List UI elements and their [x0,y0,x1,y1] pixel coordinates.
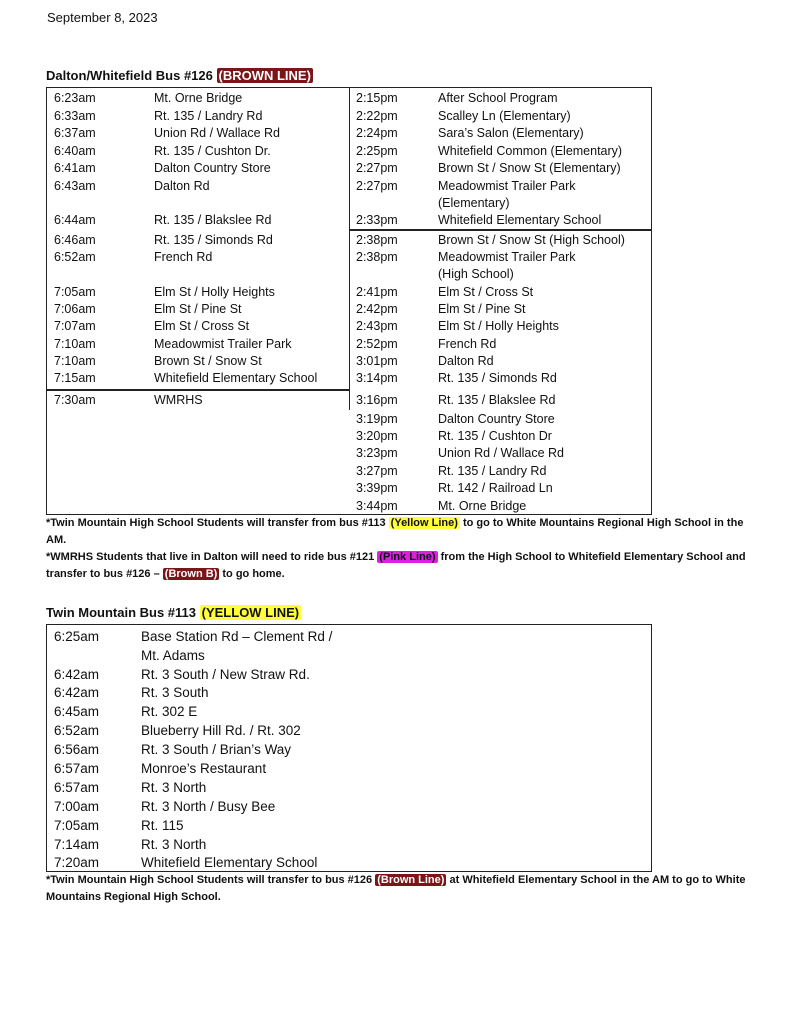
stop-time: 7:15am [54,371,96,385]
stop-place-continued: (High School) [438,267,514,281]
stop-place: French Rd [154,250,213,264]
brown-line-tag: (BROWN LINE) [218,68,311,83]
stop-place: Rt. 135 / Landry Rd [154,109,263,123]
stop-time: 6:23am [54,91,96,105]
stop-time: 6:25am [54,629,100,644]
stop-place: Elm St / Cross St [438,285,534,299]
stop-place: Blueberry Hill Rd. / Rt. 302 [141,723,301,738]
stop-place: Elm St / Holly Heights [438,319,559,333]
stop-place: Rt. 3 South / New Straw Rd. [141,667,310,682]
stop-time: 7:05am [54,285,96,299]
stop-place: Meadowmist Trailer Park [438,250,576,264]
stop-time: 2:25pm [356,144,398,158]
pink-line-tag: (Pink Line) [379,551,436,563]
bus-113-note [46,872,751,906]
stop-place: French Rd [438,337,497,351]
date-header: September 8, 2023 [47,10,158,25]
stop-time: 6:42am [54,685,100,700]
stop-place: Union Rd / Wallace Rd [154,126,280,140]
stop-time: 3:44pm [356,499,398,513]
bus-126-note-1 [46,515,751,549]
stop-time: 2:38pm [356,250,398,264]
stop-place: Rt. 3 North [141,780,207,795]
bus-113-name: Twin Mountain Bus #113 [46,605,197,620]
stop-place: Whitefield Elementary School [438,213,602,227]
stop-place: Elm St / Pine St [154,302,242,316]
stop-time: 6:57am [54,780,100,795]
stop-time: 6:52am [54,250,96,264]
stop-time: 3:01pm [356,354,398,368]
stop-place: Brown St / Snow St (Elementary) [438,161,621,175]
stop-time: 3:14pm [356,371,398,385]
stop-place: Base Station Rd – Clement Rd / [141,629,333,644]
stop-place: Rt. 3 South [141,685,209,700]
stop-time: 6:46am [54,233,96,247]
stop-time: 6:52am [54,723,100,738]
stop-place: Dalton Country Store [438,412,555,426]
stop-time: 3:20pm [356,429,398,443]
stop-place: Mt. Orne Bridge [438,499,527,513]
note-text: *Twin Mountain High School Students will transfer from bus #113 [46,517,389,529]
stop-time: 7:05am [54,818,100,833]
bus-126-name: Dalton/Whitefield Bus #126 [46,68,213,83]
stop-place: Rt. 135 / Landry Rd [438,464,547,478]
stop-time: 6:44am [54,213,96,227]
stop-place: Brown St / Snow St [154,354,262,368]
stop-time: 6:57am [54,761,100,776]
stop-time: 7:06am [54,302,96,316]
stop-place: Rt. 135 / Simonds Rd [438,371,557,385]
stop-place: Dalton Rd [438,354,494,368]
stop-time: 2:42pm [356,302,398,316]
stop-time: 6:45am [54,704,100,719]
note-text: from the High School to Whitefield Elementary School and transfer to bus #126 – [46,551,746,580]
stop-place: Rt. 142 / Railroad Ln [438,481,553,495]
note-text: to go home. [219,568,285,580]
stop-place-continued: (Elementary) [438,196,510,210]
stop-place: Dalton Country Store [154,161,271,175]
stop-time: 2:15pm [356,91,398,105]
stop-time: 7:10am [54,337,96,351]
stop-place-continued: Mt. Adams [141,648,205,663]
stop-place: Whitefield Elementary School [154,371,318,385]
stop-place: Brown St / Snow St (High School) [438,233,625,247]
column-divider [349,88,350,410]
stop-time: 6:37am [54,126,96,140]
stop-time: 2:41pm [356,285,398,299]
stop-time: 3:16pm [356,393,398,407]
stop-place: Union Rd / Wallace Rd [438,446,564,460]
stop-place: Rt. 115 [141,818,184,833]
stop-place: Rt. 135 / Blakslee Rd [154,213,272,227]
stop-time: 6:41am [54,161,96,175]
note-text: *Twin Mountain High School Students will transfer to bus #126 [46,874,376,886]
stop-place: Sara’s Salon (Elementary) [438,126,584,140]
stop-place: Rt. 3 North / Busy Bee [141,799,276,814]
bus-126-note-2 [46,549,751,583]
stop-time: 3:19pm [356,412,398,426]
bus-126-title [46,68,313,83]
stop-time: 6:40am [54,144,96,158]
stop-time: 2:38pm [356,233,398,247]
stop-place: Rt. 135 / Blakslee Rd [438,393,556,407]
stop-time: 3:23pm [356,446,398,460]
stop-time: 6:42am [54,667,100,682]
stop-time: 6:56am [54,742,100,757]
stop-time: 7:07am [54,319,96,333]
stop-time: 7:00am [54,799,100,814]
stop-place: Whitefield Common (Elementary) [438,144,623,158]
bus-126-table [46,87,652,515]
stop-time: 2:24pm [356,126,398,140]
stop-place: Elm St / Holly Heights [154,285,275,299]
stop-place: Dalton Rd [154,179,210,193]
bus-113-table [46,624,652,872]
stop-place: Mt. Orne Bridge [154,91,243,105]
note-text: to go to White Mountains Regional High School in the AM. [46,517,744,546]
pm-divider [349,229,652,231]
stop-place: Meadowmist Trailer Park [438,179,576,193]
stop-time: 7:20am [54,855,100,870]
stop-time: 2:22pm [356,109,398,123]
stop-time: 7:30am [54,393,96,407]
stop-time: 2:33pm [356,213,398,227]
yellow-line-tag: (YELLOW LINE) [201,605,300,620]
stop-place: Rt. 3 South / Brian’s Way [141,742,292,757]
stop-place: Meadowmist Trailer Park [154,337,292,351]
stop-time: 2:43pm [356,319,398,333]
stop-place: Elm St / Pine St [438,302,526,316]
stop-place: Rt. 135 / Cushton Dr [438,429,552,443]
stop-place: Scalley Ln (Elementary) [438,109,571,123]
note-text: *WMRHS Students that live in Dalton will need to ride bus #121 [46,551,378,563]
stop-time: 3:39pm [356,481,398,495]
am-divider [47,389,349,391]
stop-time: 2:52pm [356,337,398,351]
stop-place: After School Program [438,91,558,105]
note-text: at Whitefield Elementary School in the AM to go to White Mountains Regional High School. [46,874,746,903]
brown-line-tag: (Brown Line) [377,874,445,886]
stop-time: 6:43am [54,179,96,193]
stop-time: 3:27pm [356,464,398,478]
stop-time: 7:10am [54,354,96,368]
bus-113-title [46,605,301,620]
stop-place: Elm St / Cross St [154,319,250,333]
stop-time: 2:27pm [356,179,398,193]
stop-place: Rt. 3 North [141,837,207,852]
stop-time: 6:33am [54,109,96,123]
stop-time: 7:14am [54,837,100,852]
stop-place: Rt. 135 / Cushton Dr. [154,144,271,158]
yellow-line-tag: (Yellow Line) [390,517,458,529]
stop-place: Whitefield Elementary School [141,855,318,870]
stop-place: Monroe’s Restaurant [141,761,267,776]
stop-time: 2:27pm [356,161,398,175]
stop-place: Rt. 135 / Simonds Rd [154,233,273,247]
brown-b-tag: (Brown B) [164,568,218,580]
stop-place: WMRHS [154,393,203,407]
stop-place: Rt. 302 E [141,704,198,719]
